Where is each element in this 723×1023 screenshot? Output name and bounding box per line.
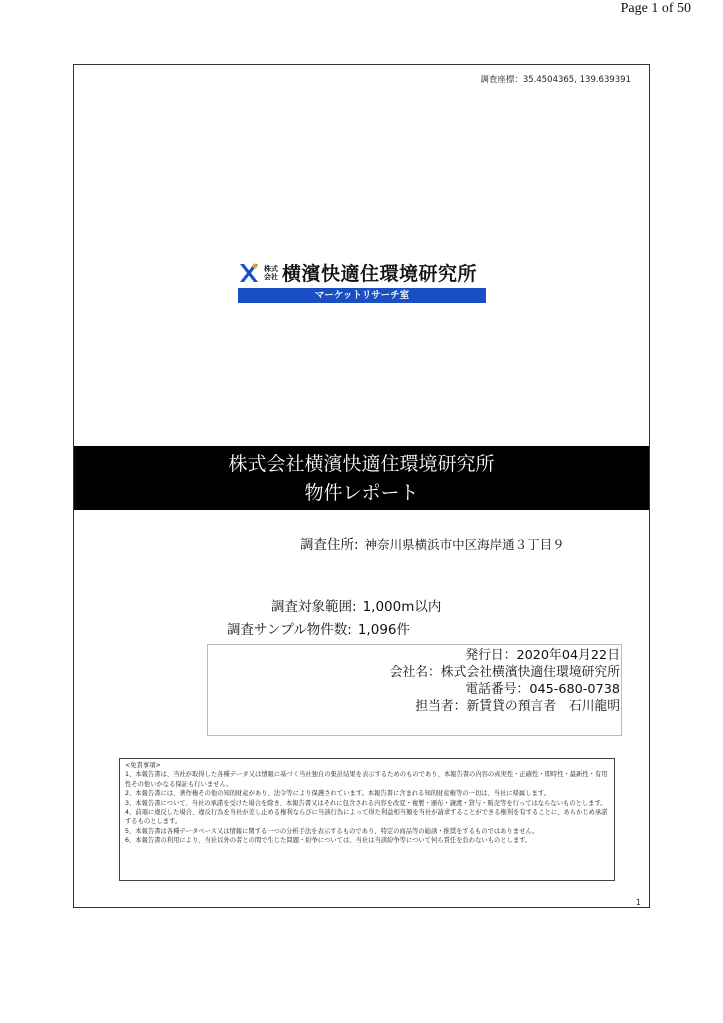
survey-coordinates: 調査座標：35.4504365, 139.639391 [480,75,631,85]
sample-row [227,618,410,638]
document-page [73,64,650,908]
title-band [74,446,649,510]
disclaimer-box [119,758,615,881]
address-value: 神奈川県横浜市中区海岸通３丁目９ [364,537,565,552]
logo-kabushiki: 株式 会社 [264,264,278,281]
company-logo [238,259,486,305]
logo-mark-icon [238,262,260,284]
range-row [271,595,441,615]
sample-label: 調査サンプル物件数: [227,622,352,638]
sample-value: 1,096件 [357,622,410,638]
issue-date: 発行日：2020年04月22日 [465,648,620,663]
issue-info-box [207,644,622,736]
pdf-page-label: Page 1 of 50 [620,1,691,16]
address-label: 調査住所: [300,537,359,553]
title-line-1: 株式会社横濱快適住環境研究所 [228,453,495,475]
page-number: 1 [635,898,641,907]
disclaimer-item: 1、本報告書は、当社が取得した各種データ又は情報に基づく当社独自の集計結果を表示するためのものであり、本報告書の内容の真実性・正確性・即時性・最新性・有用性その他いかなる保証も行いません。 [125,771,608,788]
disclaimer-heading: <免責事項> [125,762,161,769]
title-line-2: 物件レポート [304,482,419,504]
range-value: 1,000m以内 [362,599,442,615]
address-row [300,533,565,553]
disclaimer-item: 2、本報告書には、著作権その他の知的財産があり、法令等により保護されています。本報告書に含まれる知的財産権等の一切は、当社に帰属します。 [125,790,550,798]
logo-company-name: 横濱快適住環境研究所 [282,263,478,285]
issue-phone: 電話番号：045-680-0738 [465,682,620,697]
issue-company: 会社名：株式会社横濱快適住環境研究所 [389,665,620,680]
disclaimer-item: 5、本報告書は各種データベース又は情報に関する一つの分析手法を表示するものであり、特定の商品等の勧誘・推奨をするものではありません。 [125,827,539,835]
issue-contact: 担当者：新賃貸の預言者 石川龍明 [415,699,620,714]
logo-division-band: マーケットリサーチ室 [238,288,486,303]
disclaimer-item: 6、本報告書の利用により、当社以外の者との間で生じた問題・紛争については、当社は当該紛争等について何ら責任を負わないものとします。 [125,837,532,845]
disclaimer-item: 3、本報告書について、当社の承諾を受けた場合を除き、本報告書又はそれに包含される内容を改変・複製・頒布・譲渡・貸与・販売等を行ってはならないものとします。 [125,799,607,807]
range-label: 調査対象範囲: [271,599,357,615]
disclaimer-item: 4、前項に違反した場合、違反行為を当社が差し止める権利ならびに当該行為によって得た利益相当額を当社が請求することができる権利を有することに、あらかじめ承諾するものとします。 [125,809,608,826]
